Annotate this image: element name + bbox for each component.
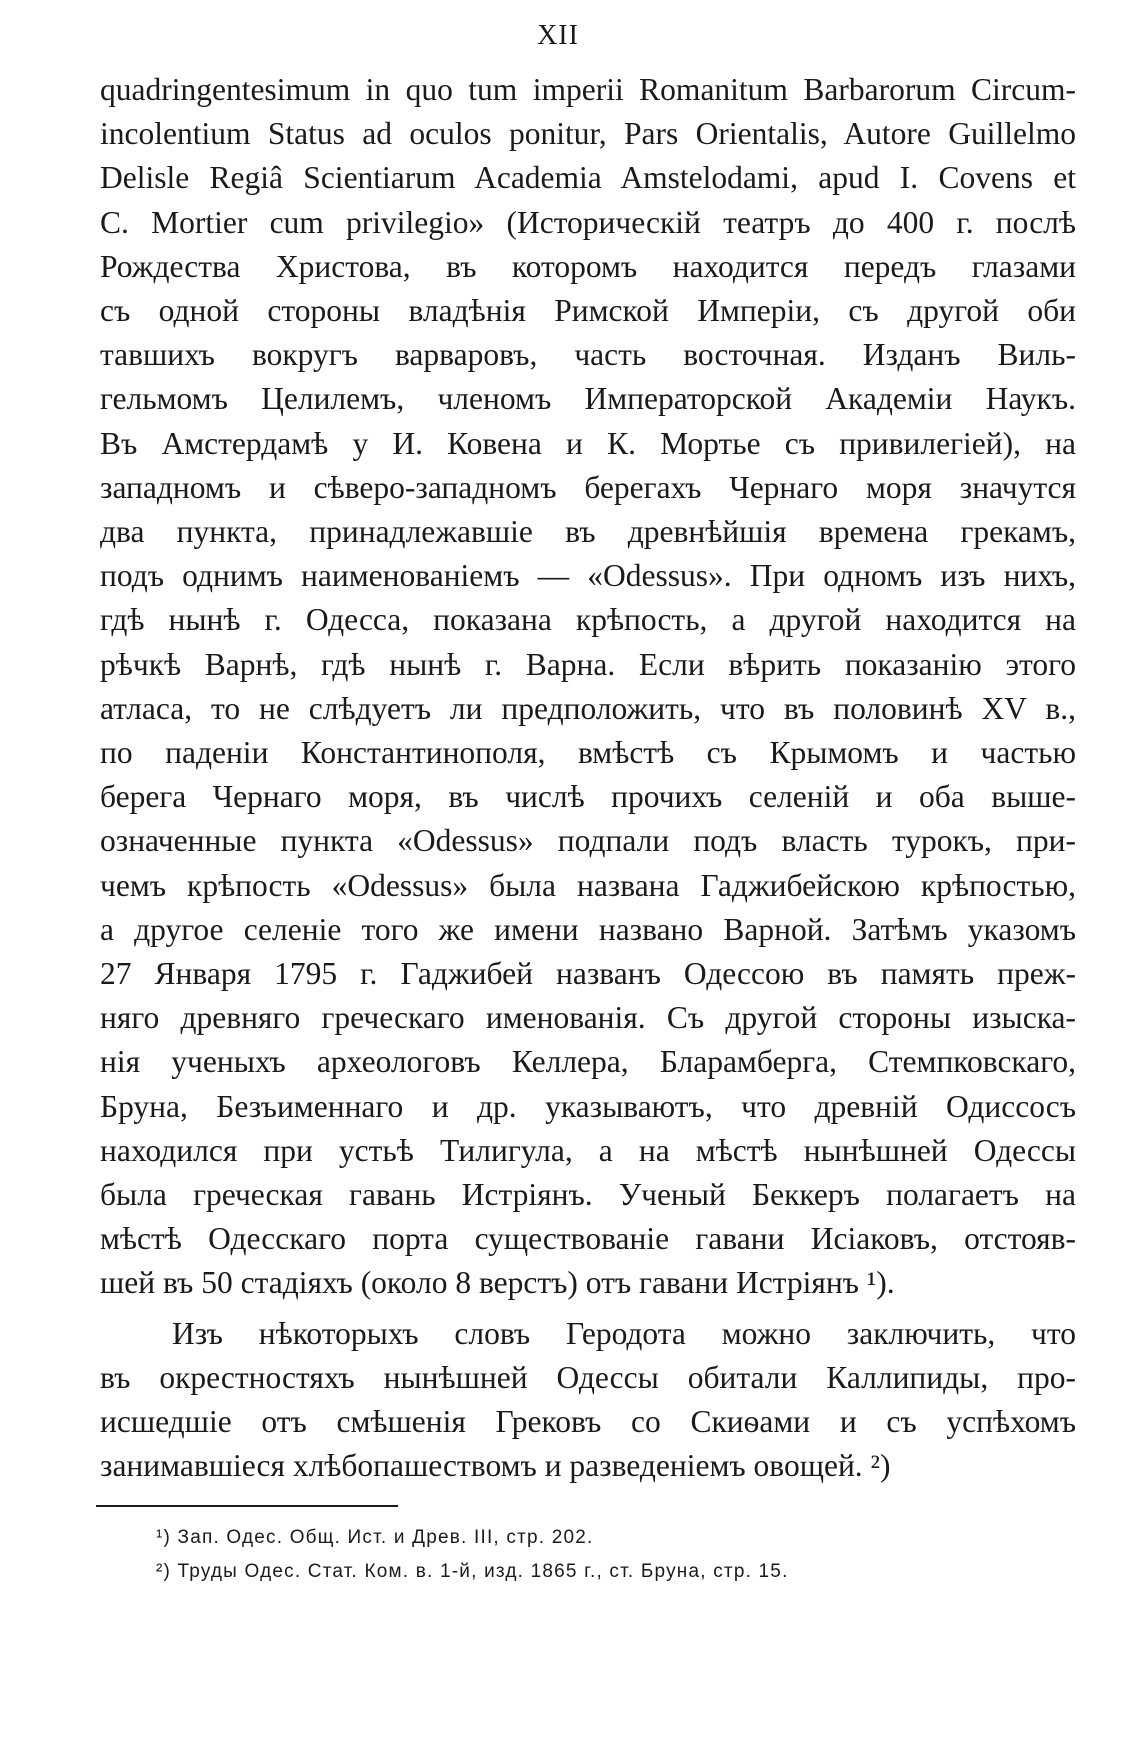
text-line: Рождества Христова, въ которомъ находится передъ глазами [100, 248, 1076, 284]
text-line: Въ Амстердамѣ у И. Ковена и К. Мортье съ привилегіей), на [100, 425, 1076, 461]
text-line: 27 Января 1795 г. Гаджибей названъ Одессою въ память преж- [100, 956, 1076, 992]
text-line: нія ученыхъ археологовъ Келлера, Бларамберга, Стемпковскаго, [100, 1044, 1076, 1080]
text-line: въ окрестностяхъ нынѣшней Одессы обитали Каллипиды, про- [100, 1359, 1076, 1395]
text-line: incolentium Status ad oculos ponitur, Pars Orientalis, Autore Guillelmo [100, 116, 1076, 152]
text-line: означенные пункта «Odessus» подпали подъ власть турокъ, при- [100, 823, 1076, 859]
text-line: атласа, то не слѣдуетъ ли предположить, что въ половинѣ XV в., [100, 690, 1076, 726]
text-line: гдѣ нынѣ г. Одесса, показана крѣпость, а другой находится на [100, 602, 1076, 638]
text-line: находился при устьѣ Тилигула, а на мѣстѣ нынѣшней Одессы [100, 1132, 1076, 1168]
text-line: западномъ и сѣверо-западномъ берегахъ Чернаго моря значутся [100, 469, 1076, 505]
text-line: исшедшіе отъ смѣшенія Грековъ со Скиѳами и съ успѣхомъ [100, 1404, 1076, 1440]
footnote-divider [96, 1505, 398, 1507]
footnote-1: ¹) Зап. Одес. Общ. Ист. и Древ. III, стр. 202. [156, 1526, 594, 1548]
paragraph-1 [100, 68, 1076, 1306]
text-line: няго древняго греческаго именованія. Съ другой стороны изыска- [100, 1000, 1076, 1036]
text-line: два пункта, принадлежавшіе въ древнѣйшія времена грекамъ, [100, 514, 1076, 550]
text-line: C. Mortier cum privilegio» (Историческій театръ до 400 г. послѣ [100, 204, 1076, 240]
text-line: подъ однимъ наименованіемъ — «Odessus». При одномъ изъ нихъ, [100, 558, 1076, 594]
text-line: Изъ нѣкоторыхъ словъ Геродота можно заключить, что [172, 1315, 1076, 1351]
text-line: мѣстѣ Одесскаго порта существованіе гавани Исіаковъ, отстояв- [100, 1221, 1076, 1257]
text-line: чемъ крѣпость «Odessus» была названа Гаджибейскою крѣпостью, [100, 867, 1076, 903]
text-line: Бруна, Безъименнаго и др. указываютъ, что древній Одиссосъ [100, 1088, 1076, 1124]
text-line: шей въ 50 стадіяхъ (около 8 верстъ) отъ гавани Истріянъ ¹). [100, 1265, 895, 1301]
text-line: рѣчкѣ Варнѣ, гдѣ нынѣ г. Варна. Если вѣрить показанію этого [100, 646, 1076, 682]
book-page [100, 10, 1076, 1589]
text-line: была греческая гавань Истріянъ. Ученый Беккеръ полагаетъ на [100, 1177, 1076, 1213]
text-line: съ одной стороны владѣнія Римской Имперіи, съ другой оби [100, 293, 1076, 329]
footnote-2: ²) Труды Одес. Стат. Ком. в. 1-й, изд. 1865 г., ст. Бруна, стр. 15. [156, 1560, 789, 1582]
paragraph-2 [100, 1312, 1076, 1489]
text-line: занимавшіеся хлѣбопашествомъ и разведеніемъ овощей. ²) [100, 1448, 891, 1484]
text-line: Delisle Regiâ Scientiarum Academia Amstelodami, apud I. Covens et [100, 160, 1076, 196]
page-number: XII [537, 20, 579, 51]
text-line: quadringentesimum in quo tum imperii Romanitum Barbarorum Circum- [100, 72, 1076, 107]
text-line: гельмомъ Целилемъ, членомъ Императорской Академіи Наукъ. [100, 381, 1076, 417]
text-line: тавшихъ вокругъ варваровъ, часть восточная. Изданъ Виль- [100, 337, 1076, 373]
text-line: по паденіи Константинополя, вмѣстѣ съ Крымомъ и частью [100, 735, 1076, 771]
text-line: берега Чернаго моря, въ числѣ прочихъ селеній и оба выше- [100, 779, 1076, 815]
footnotes [100, 1521, 1076, 1589]
text-line: а другое селеніе того же имени названо Варной. Затѣмъ указомъ [100, 911, 1076, 947]
